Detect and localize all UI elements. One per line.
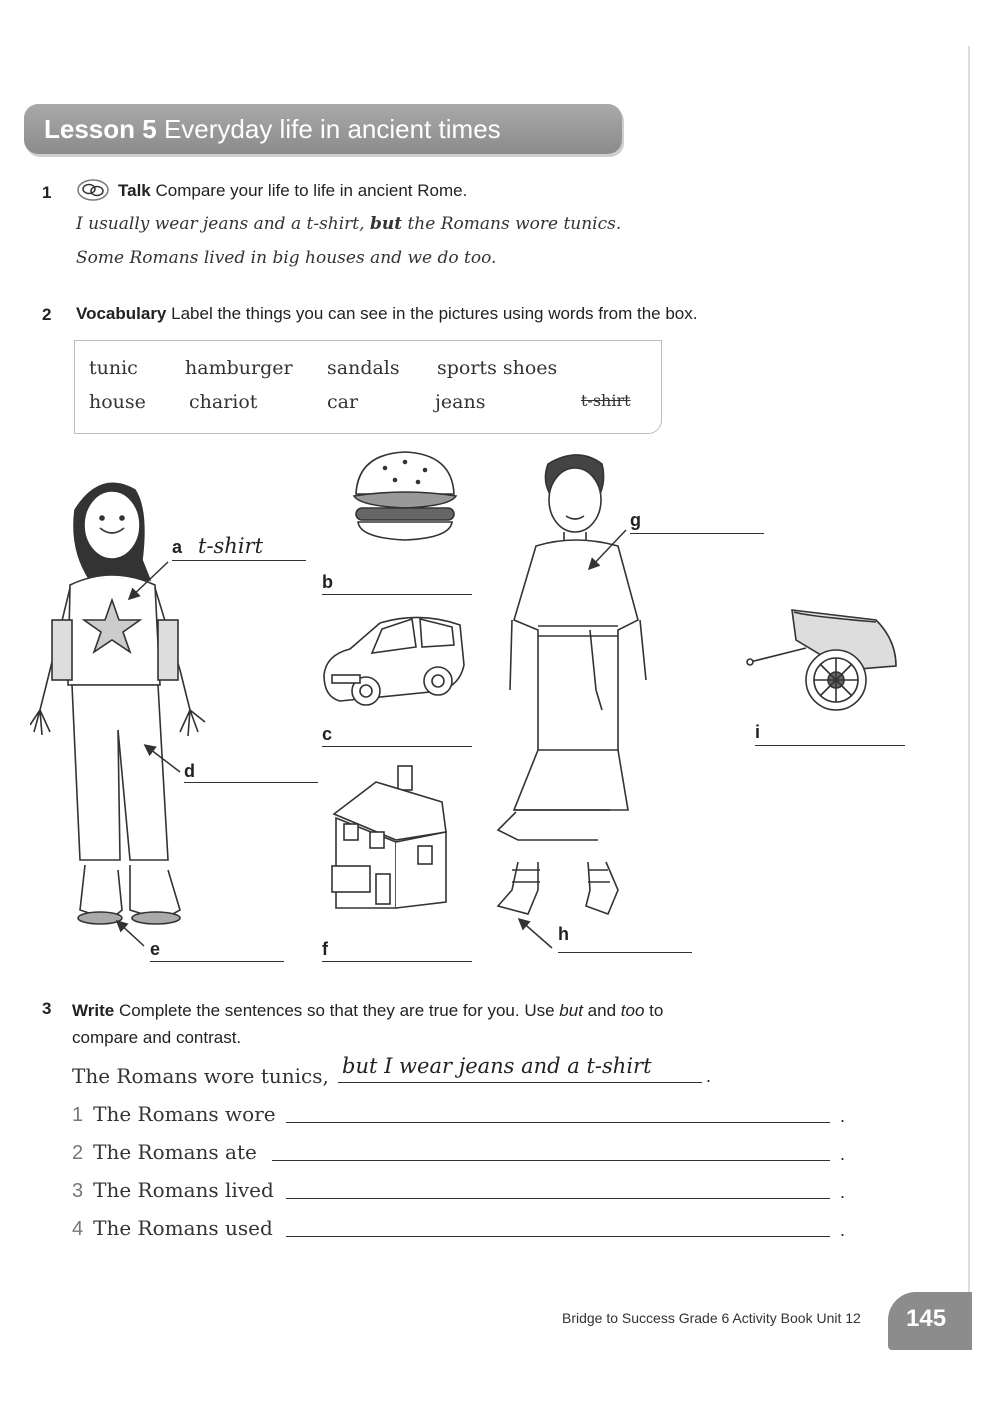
ex3-example-period: .: [706, 1066, 712, 1086]
answer-line-e[interactable]: [150, 961, 284, 962]
ex2-instruction: Vocabulary Label the things you can see in the pictures using words from the box.: [76, 304, 698, 323]
ex3-example-line: [338, 1082, 702, 1083]
ex3-sentence-2: 2 The Romans ate: [72, 1140, 257, 1164]
ex3-sentence-4: 4 The Romans used: [72, 1216, 273, 1240]
ex2-number: 2: [42, 305, 52, 324]
label-g: g: [630, 510, 641, 530]
label-b: b: [322, 572, 333, 592]
answer-line-i[interactable]: [755, 745, 905, 746]
label-a: a: [172, 537, 183, 557]
ex3-answer-line-2[interactable]: [272, 1160, 830, 1161]
ex3-period-3: .: [840, 1182, 846, 1202]
label-f: f: [322, 939, 328, 959]
answer-line-g[interactable]: [630, 533, 764, 534]
word-house: house: [89, 391, 146, 413]
word-car: car: [327, 391, 359, 413]
ex3-example-answer: but I wear jeans and a t-shirt: [342, 1054, 652, 1078]
ex3-number: 3: [42, 999, 52, 1018]
ex3-example-start: The Romans wore tunics,: [72, 1064, 329, 1088]
answer-line-h[interactable]: [558, 952, 692, 953]
ex3-sentence-1: 1 The Romans wore: [72, 1102, 276, 1126]
answer-line-b[interactable]: [322, 594, 472, 595]
label-d: d: [184, 761, 195, 781]
ex3-sentence-3: 3 The Romans lived: [72, 1178, 274, 1202]
word-t-shirt-used: t-shirt: [581, 391, 631, 410]
book-footer: Bridge to Success Grade 6 Activity Book Unit 12: [562, 1310, 861, 1326]
ex3-answer-line-3[interactable]: [286, 1198, 830, 1199]
label-h: h: [558, 924, 569, 944]
word-sandals: sandals: [327, 357, 400, 379]
page-number: 145: [906, 1305, 947, 1332]
word-chariot: chariot: [189, 391, 258, 413]
ex3-answer-line-4[interactable]: [286, 1236, 830, 1237]
answer-line-a[interactable]: [172, 560, 306, 561]
ex3-instruction: Write Complete the sentences so that they are true for you. Use but and too to compare and contrast.: [72, 1001, 664, 1047]
answer-line-d[interactable]: [184, 782, 318, 783]
page-number-tab: [888, 1292, 972, 1350]
ex3-period-1: .: [840, 1106, 846, 1126]
answer-line-f[interactable]: [322, 961, 472, 962]
word-tunic: tunic: [89, 357, 138, 379]
ex1-example-1: I usually wear jeans and a t-shirt, but the Romans wore tunics.: [76, 214, 622, 234]
label-e: e: [150, 939, 161, 959]
label-c: c: [322, 724, 333, 744]
label-i: i: [755, 722, 761, 742]
ex1-example-2: Some Romans lived in big houses and we do too.: [76, 248, 497, 268]
word-hamburger: hamburger: [185, 357, 293, 379]
ex3-period-2: .: [840, 1144, 846, 1164]
lesson-title: Lesson 5 Everyday life in ancient times: [44, 114, 501, 144]
ex1-instruction: Talk Compare your life to life in ancient Rome.: [118, 181, 468, 200]
ex1-number: 1: [42, 183, 52, 202]
answer-line-c[interactable]: [322, 746, 472, 747]
label-a-answer: t-shirt: [198, 534, 264, 558]
ex3-period-4: .: [840, 1220, 846, 1240]
word-jeans: jeans: [435, 391, 486, 413]
ex3-answer-line-1[interactable]: [286, 1122, 830, 1123]
word-sports-shoes: sports shoes: [437, 357, 558, 379]
